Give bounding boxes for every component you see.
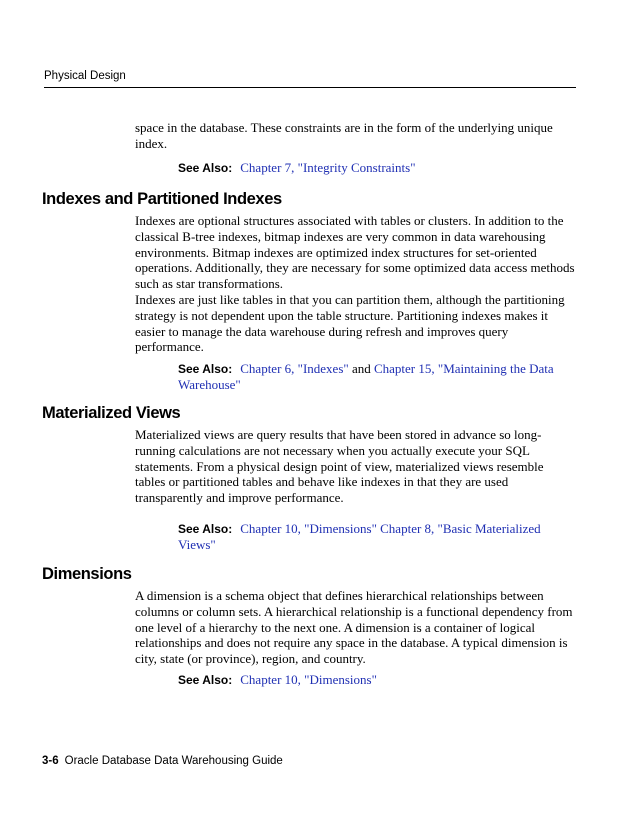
indexes-paragraph-1: Indexes are optional structures associated with tables or clusters. In addition to the classical B-tree indexes, bitmap indexes are very common in data warehousing environments. Bitmap indexes are optimized index structures for set-oriented operations. Additionally, they are necessary for some optimized data access methods such as star transformations. bbox=[135, 213, 575, 292]
header-rule bbox=[44, 87, 576, 88]
xref-link-indexes[interactable]: Chapter 6, "Indexes" bbox=[240, 361, 349, 376]
see-also-label: See Also: bbox=[178, 161, 233, 175]
xref-link-maintaining-dw[interactable]: Chapter 15, "Maintaining the Data Warehouse" bbox=[178, 361, 554, 392]
xref-link-basic-mv[interactable]: Chapter 8, "Basic Materialized Views" bbox=[178, 521, 541, 552]
book-title: Oracle Database Data Warehousing Guide bbox=[64, 755, 283, 767]
see-also-label: See Also: bbox=[178, 673, 233, 687]
heading-materialized-views: Materialized Views bbox=[42, 404, 181, 422]
see-also-label: See Also: bbox=[178, 362, 233, 376]
see-also-connector: and bbox=[351, 361, 371, 376]
indexes-paragraph-2: Indexes are just like tables in that you can partition them, although the partitioning strategy is not dependent upon the table structure. Partitioning indexes makes it easier to manage the data warehouse during refresh and improves query performance. bbox=[135, 292, 565, 355]
dimensions-paragraph: A dimension is a schema object that defines hierarchical relationships between columns or column sets. A hierarchical relationship is a functional dependency from one level of a hierarchy to the next one. A dimension is a container of logical relationships and does not require any space in the database. A typical dimension is city, state (or province), region, and country. bbox=[135, 588, 573, 667]
intro-paragraph: space in the database. These constraints are in the form of the underlying unique index. bbox=[135, 120, 553, 151]
page-number: 3-6 bbox=[42, 755, 59, 767]
see-also-materialized-views bbox=[178, 521, 558, 552]
heading-indexes: Indexes and Partitioned Indexes bbox=[42, 190, 282, 208]
xref-link-dimensions[interactable]: Chapter 10, "Dimensions" bbox=[240, 672, 377, 687]
page-footer bbox=[42, 755, 283, 767]
see-also-indexes bbox=[178, 361, 558, 392]
see-also-intro bbox=[178, 160, 558, 176]
running-header: Physical Design bbox=[44, 70, 126, 82]
xref-link-dimensions[interactable]: Chapter 10, "Dimensions" bbox=[240, 521, 377, 536]
see-also-dimensions bbox=[178, 672, 558, 688]
heading-dimensions: Dimensions bbox=[42, 565, 132, 583]
xref-link-integrity-constraints[interactable]: Chapter 7, "Integrity Constraints" bbox=[240, 160, 416, 175]
materialized-views-paragraph: Materialized views are query results that have been stored in advance so long-running calculations are not necessary when you actually execute your SQL statements. From a physical design point of view, materialized views resemble tables or partitioned tables and behave like indexes in that they are used transparently and improve performance. bbox=[135, 427, 544, 506]
see-also-label: See Also: bbox=[178, 522, 233, 536]
